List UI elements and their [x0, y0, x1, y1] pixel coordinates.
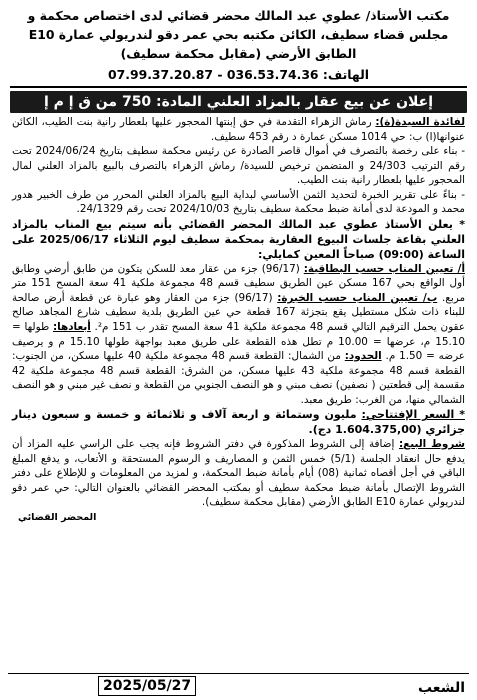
phone-label: الهاتف:	[322, 67, 369, 82]
dimensions-text: طولها = 15.10 م، عرضها = 10.00 م تطل هذه القطعة على طريق معبد بواجهة طولها 15.10 م و يرصيف عرضه = 1.50 م.	[12, 321, 466, 363]
expertise-paragraph: - بناءً على تقرير الخبرة لتحديد الثمن الأساسي لبداية البيع بالمزاد العلني المحرر من طرف الخبير هدور محمد و المودعة لدى أمانة ضبط محكمة سطيف بتاريخ 2024/10/03 تحت رقم 24/1329.	[12, 188, 465, 216]
phone-number-1: 036.53.74.36	[226, 67, 319, 82]
newspaper-footer	[8, 673, 469, 696]
beneficiary-text: رماش الزهراء التقدمة في حق إبنتها المحجور عليها بلعطار رانية بنت الطيب، الكائن عنوانها(ا) ب: حي 1014 مسكن عمارة د رقم 453 سطيف.	[12, 116, 465, 143]
announcement-title-banner: إعلان عن بيع عقار بالمزاد العلني المادة: 750 من ق إ م إ	[10, 91, 467, 113]
publication-date: 2025/05/27	[98, 676, 196, 696]
phone-line: الهاتف: 036.53.74.36 - 07.99.37.20.87	[108, 67, 369, 82]
designation-card-text: (96/17) جزء من عقار معد للسكن يتكون من طابق أرضي وطابق أول الواقع بحي 167 مسكن عين الطريق سطيف قسم 48 مجموعة ملكية 41 سعة المسح 151 متر مربع.	[12, 262, 466, 304]
announcement-body	[8, 115, 469, 526]
dimensions-label: أبعادها:	[52, 321, 91, 334]
property-description-paragraph	[12, 262, 465, 407]
phone-number-2: 07.99.37.20.87	[108, 67, 214, 82]
designation-expertise-label: ب/ تعيين المناب حسب الخبرة:	[277, 291, 438, 304]
newspaper-name: الشعب	[417, 680, 465, 696]
bailiff-signature: المحضر القضائي	[18, 512, 97, 524]
opening-price-label: * السعر الإفتتاحي:	[361, 408, 465, 422]
designation-card-label: أ/ تعيين المناب حسب البطاقية:	[303, 262, 466, 275]
header-line-2: مجلس قضاء سطيف، الكائن مكتبه بحي عمر دقو لندريولي عمارة E10	[28, 27, 449, 42]
bailiff-office-header	[10, 6, 467, 88]
beneficiary-label: لفائدة السيدة(ة):	[375, 116, 465, 128]
authorization-paragraph: - بناء على رخصة بالتصرف في أموال قاصر الصادرة عن رئيس محكمة سطيف بتاريخ 2024/06/24 تحت رقم الترتيب 24/303 و المتضمن ترخيص للسيدة/ رماش الزهراء بالتصرف بالبيع بالمزاد العلني لمال المحجور عليها بلعطار رانية بنت الطيب.	[12, 145, 465, 187]
beneficiary-paragraph	[12, 115, 465, 144]
opening-price-text: مليون وستمائة و اربعة آلاف و ثلاثمائة و خمسة و سبعون دينار جزائري (1.604.375,00 دج).	[12, 408, 465, 437]
sale-conditions-label: شروط البيع:	[398, 438, 465, 451]
header-line-1: مكتب الأستاذ/ عطوي عبد المالك محضر قضائي لدى اختصاص محكمة و	[27, 8, 450, 23]
designation-expertise-text: (96/17) جزء من العقار وهو عبارة عن قطعة أرض صالحة للبناء ذات شكل مستطيل يقع بتجزئة 167 قطعة حي عين الطريق بلدية سطيف شارع المجاهد صالح عقون يحمل الترقيم التالي قسم 48 مجموعة ملكية 41 سعة المسح تقدر ب 151 م².	[12, 291, 466, 334]
sale-conditions-paragraph	[12, 437, 465, 510]
boundaries-text: من الشمال: القطعة قسم 48 مجموعة ملكية 40 عليها مسكن، من الجنوب: القطعة قسم 48 مجموعة ملكية 43 عليها مسكن، من الشرق: القطعة قسم 48 مجموعة ملكية 42 مقسمة إلى قطعتين ( نصفين) نصف مبني و هو النصف الجنوبي من القطعة و نصف غير مبني و هو النصف الشمالي منها، من الغرب: طريق معبد.	[12, 350, 465, 406]
auction-notice-paragraph: * يعلن الأستاذ عطوي عبد المالك المحضر القضائي بأنه سيتم بيع المناب بالمزاد العلني بقاعة جلسات البيوع العقارية بمحكمة سطيف ليوم الثلاثاء 2025/06/17 على الساعة (09:00) صباحاً المعين كمايلي:	[12, 217, 465, 261]
header-line-3: الطابق الأرضي (مقابل محكمة سطيف)	[120, 46, 357, 61]
boundaries-label: الحدود:	[344, 350, 382, 363]
opening-price-paragraph	[12, 407, 465, 437]
sale-conditions-text: إضافة إلى الشروط المذكورة في دفتر الشروط فإنه يجب على الراسي عليه المزاد أن يدفع حال انعقاد الجلسة (5/1) خمس الثمن و المصاريف و الرسوم المستحقة و الأتعاب، و يدفع المبلغ الباقي في أجل أقصاه ثمانية (08) أيام بأمانة ضبط المحكمة، و لمزيد من المعلومات و للإطلاع على دفتر الشروط الإتصال بأمانة ضبط محكمة سطيف أو بمكتب المحضر القضائي بالعنوان التالي: حي عمر دقو لندريولي عمارة E10 الطابق الأرضي (مقابل محكمة سطيف).	[12, 438, 465, 509]
